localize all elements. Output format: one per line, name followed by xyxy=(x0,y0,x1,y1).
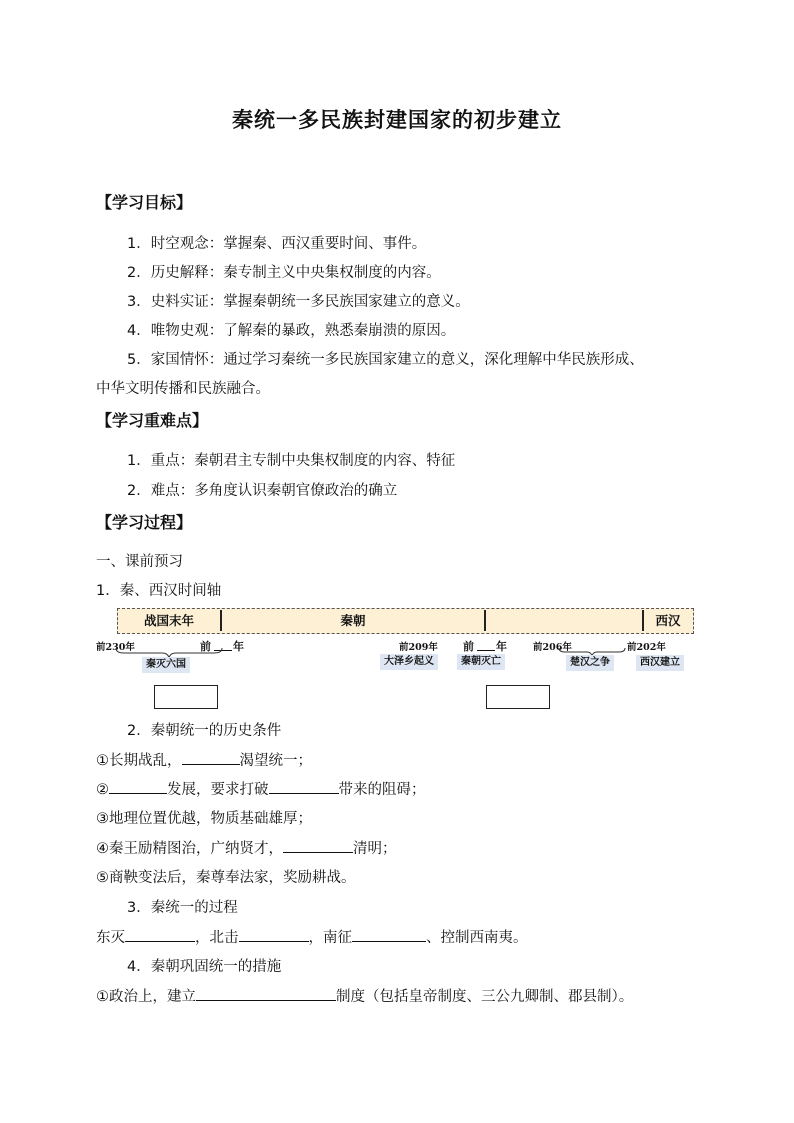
unification-line xyxy=(96,926,528,947)
date-206bc: 前206年 xyxy=(533,642,572,653)
preview-heading: 一、课前预习 xyxy=(96,554,183,570)
key-point-item: 2．难点：多角度认识秦朝官僚政治的确立 xyxy=(127,483,398,499)
goal-item: 5．家国情怀：通过学习秦统一多民族国家建立的意义，深化理解中华民族形成、 xyxy=(127,352,644,368)
answer-box-1[interactable] xyxy=(154,685,218,709)
unification-heading: 3．秦统一的过程 xyxy=(127,900,238,916)
process-heading: 【学习过程】 xyxy=(96,513,193,532)
date-qian-2: 前 xyxy=(463,640,474,653)
fill-blank[interactable] xyxy=(269,778,339,794)
tag-qin-conquest: 秦灭六国 xyxy=(142,657,190,673)
year-blank-2 xyxy=(477,650,495,651)
tag-chu-han-war: 楚汉之争 xyxy=(566,655,614,671)
segment-qin: 秦朝 xyxy=(340,613,366,628)
process-text: ，北击 xyxy=(195,930,239,946)
date-202bc: 前202年 xyxy=(627,642,666,653)
condition-5: ⑤商鞅变法后，秦尊奉法家，奖励耕战。 xyxy=(96,870,356,886)
goal-item-continuation: 中华文明传播和民族融合。 xyxy=(96,381,270,397)
page-title: 秦统一多民族封建国家的初步建立 xyxy=(232,107,562,132)
conditions-heading: 2．秦朝统一的历史条件 xyxy=(127,723,282,739)
condition-3: ③地理位置优越，物质基础雄厚； xyxy=(96,811,312,827)
measure-text: 制度（包括皇帝制度、三公九卿制、郡县制）。 xyxy=(336,989,634,1005)
process-text: ，南征 xyxy=(308,930,352,946)
fill-blank[interactable] xyxy=(352,926,426,942)
tag-qin-fall: 秦朝灭亡 xyxy=(457,654,505,670)
fill-blank[interactable] xyxy=(239,926,309,942)
key-point-item: 1．重点：秦朝君主专制中央集权制度的内容、特征 xyxy=(127,453,456,469)
date-209bc: 前209年 xyxy=(399,642,438,653)
segment-transition xyxy=(486,609,642,632)
segment-western-han: 西汉 xyxy=(655,613,681,628)
date-qian-1: 前 xyxy=(200,640,211,653)
fill-blank[interactable] xyxy=(196,985,336,1001)
measure-text: ①政治上，建立 xyxy=(96,989,196,1005)
measure-1 xyxy=(96,985,633,1006)
condition-1 xyxy=(96,749,312,770)
goal-item: 3．史料实证：掌握秦朝统一多民族国家建立的意义。 xyxy=(127,294,470,310)
timeline-bar xyxy=(117,608,694,634)
date-230bc: 前230年 xyxy=(96,642,135,653)
process-text: 、控制西南夷。 xyxy=(426,930,528,946)
key-points-heading: 【学习重难点】 xyxy=(96,411,209,430)
goal-item: 1．时空观念：掌握秦、西汉重要时间、事件。 xyxy=(127,236,427,252)
goal-item: 2．历史解释：秦专制主义中央集权制度的内容。 xyxy=(127,265,441,281)
fill-blank[interactable] xyxy=(109,778,167,794)
condition-text: 发展，要求打破 xyxy=(167,782,269,798)
answer-box-2[interactable] xyxy=(486,685,550,709)
date-nian-2: 年 xyxy=(496,640,507,653)
tag-dazexiang-uprising: 大泽乡起义 xyxy=(380,654,438,670)
tag-western-han-founded: 西汉建立 xyxy=(636,655,684,671)
condition-text: ①长期战乱， xyxy=(96,753,182,769)
condition-text: 渴望统一； xyxy=(239,753,312,769)
fill-blank[interactable] xyxy=(125,926,195,942)
condition-2 xyxy=(96,778,426,799)
segment-warring-states: 战国末年 xyxy=(143,613,194,628)
process-text: 东灭 xyxy=(96,930,125,946)
measures-heading: 4．秦朝巩固统一的措施 xyxy=(127,959,282,975)
condition-text: 带来的阻碍； xyxy=(338,782,426,798)
fill-blank[interactable] xyxy=(283,837,353,853)
condition-text: 清明； xyxy=(353,841,397,857)
timeline-heading: 1．秦、西汉时间轴 xyxy=(96,583,222,599)
fill-blank[interactable] xyxy=(182,749,240,765)
condition-text: ④秦王励精图治，广纳贤才， xyxy=(96,841,283,857)
condition-4 xyxy=(96,837,397,858)
condition-text: ② xyxy=(96,782,109,798)
date-nian-1: 年 xyxy=(233,640,244,653)
goal-item: 4．唯物史观：了解秦的暴政，熟悉秦崩溃的原因。 xyxy=(127,323,456,339)
goals-heading: 【学习目标】 xyxy=(96,193,193,212)
